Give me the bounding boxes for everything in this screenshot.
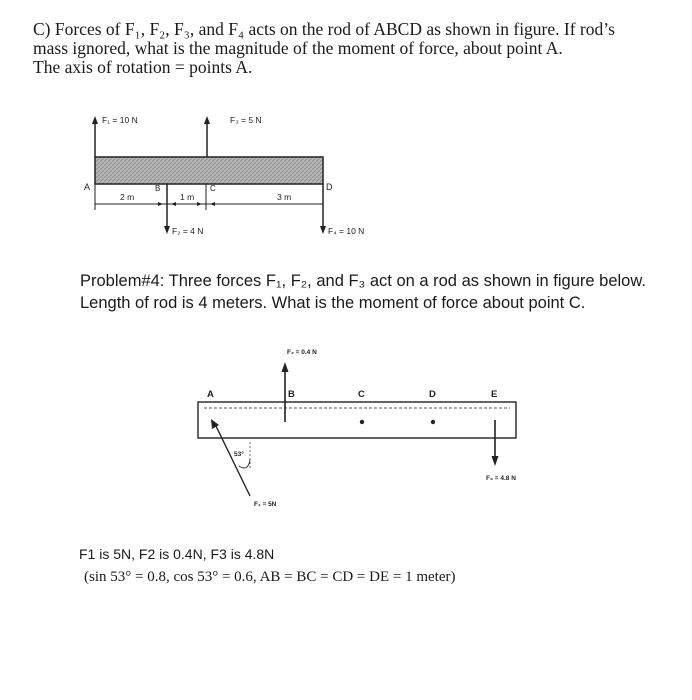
force-f1-label: F₁ = 5N (254, 501, 277, 508)
dim-arrow-2 (171, 202, 176, 206)
dim-arrow-1 (158, 202, 163, 206)
point-b-label: B (155, 184, 161, 193)
point-a-label: A (84, 182, 91, 192)
distance-ab-label: 2 m (120, 192, 135, 202)
force-f1-label: F₁ = 10 N (102, 115, 138, 125)
point-c-label: C (358, 389, 365, 400)
rod-abcd (95, 157, 323, 184)
question-c (33, 20, 673, 77)
question-c-line-2: mass ignored, what is the magnitude of the moment of force, about point A. (33, 38, 563, 58)
force-f2-label: F₂ = 4 N (172, 226, 204, 236)
dim-arrow-3 (197, 202, 202, 206)
angle-arc (239, 460, 250, 468)
given-values: (sin 53° = 0.8, cos 53° = 0.6, AB = BC = CD = DE = 1 meter) (84, 569, 456, 585)
point-c-label: C (210, 184, 216, 193)
force-f3-arrowhead (204, 116, 210, 124)
force-f4-label: F₄ = 10 N (328, 226, 365, 236)
problem-4-line-1-text: Three forces F₁, F₂, and F₃ act on a rod as shown in figure below. (164, 272, 646, 290)
problem-4 (80, 270, 680, 314)
distance-cd-label: 3 m (277, 192, 292, 202)
figure-2-rod-diagram (190, 340, 530, 525)
distance-bc-label: 1 m (180, 192, 195, 202)
force-f2-arrowhead (164, 226, 170, 234)
point-d-label: D (326, 182, 333, 192)
problem-4-heading: Problem#4: (80, 272, 165, 290)
problem-4-line-2: Length of rod is 4 meters. What is the moment of force about point C. (80, 294, 586, 312)
force-f2-arrowhead (282, 362, 289, 372)
force-f4-arrowhead (320, 226, 326, 234)
point-e-label: E (491, 389, 498, 400)
point-a-label: A (207, 389, 214, 400)
force-f3-arrowhead (492, 456, 499, 466)
point-d-label: D (429, 389, 436, 400)
question-c-line-3: The axis of rotation = points A. (33, 57, 253, 77)
rod-ae (198, 402, 516, 438)
force-f1-arrowhead (92, 116, 98, 124)
question-c-line-1: C) Forces of F₁, F₂, F₃, and F₄ acts on the rod of ABCD as shown in figure. If rod’s (33, 19, 615, 39)
figure-1-rod-diagram (80, 110, 380, 245)
force-f3-label: F₃ = 5 N (230, 115, 262, 125)
force-f2-label: F₂ = 0.4 N (287, 349, 317, 356)
force-f3-label: F₃ = 4.8 N (486, 475, 516, 482)
forces-summary: F1 is 5N, F2 is 0.4N, F3 is 4.8N (79, 546, 275, 562)
dim-arrow-4 (210, 202, 215, 206)
point-c-dot (360, 420, 364, 424)
angle-label: 53° (234, 451, 244, 458)
problem-4-line-1 (80, 270, 680, 292)
point-d-dot (431, 420, 435, 424)
point-b-label: B (288, 389, 295, 400)
